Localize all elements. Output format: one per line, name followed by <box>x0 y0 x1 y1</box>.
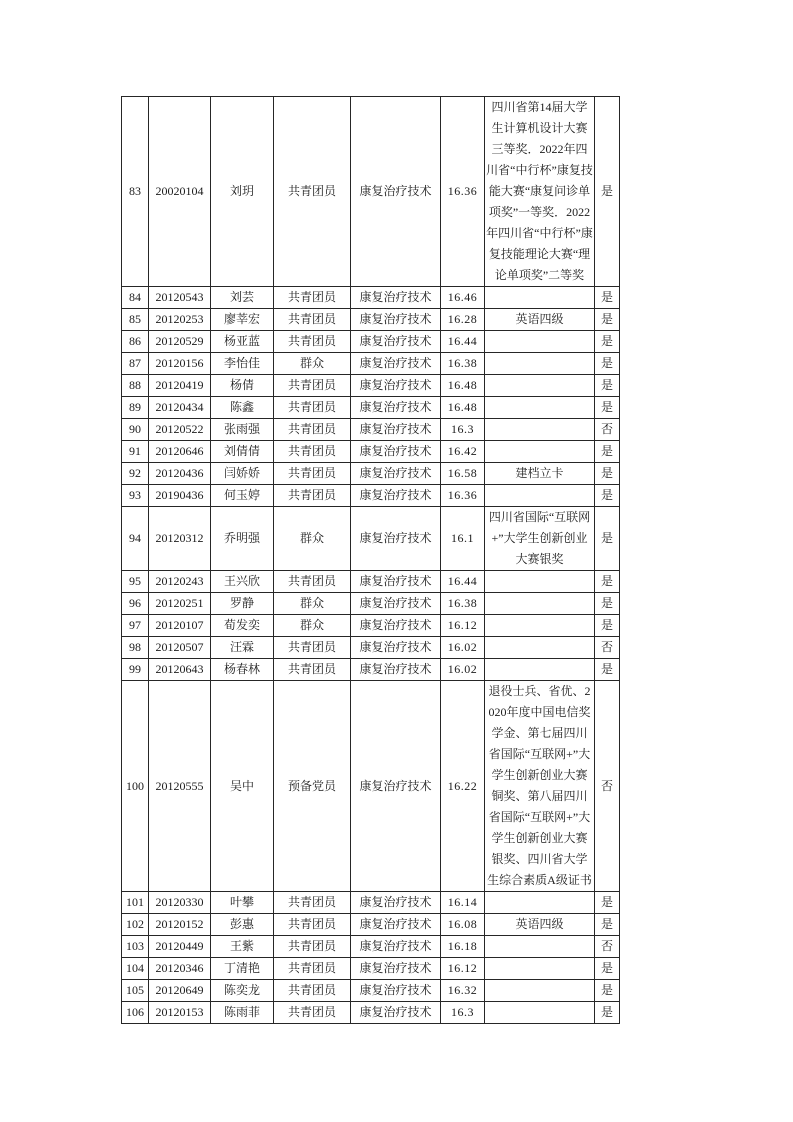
cell-flag: 是 <box>595 571 620 593</box>
cell-major: 康复治疗技术 <box>351 681 441 892</box>
cell-student-id: 20120434 <box>149 397 211 419</box>
cell-awards <box>485 615 595 637</box>
cell-awards <box>485 485 595 507</box>
cell-awards <box>485 353 595 375</box>
cell-score: 16.1 <box>441 507 485 571</box>
cell-political-status: 群众 <box>274 507 351 571</box>
cell-student-name: 廖莘宏 <box>211 309 274 331</box>
cell-row-number: 103 <box>122 936 149 958</box>
cell-student-name: 汪霖 <box>211 637 274 659</box>
cell-row-number: 100 <box>122 681 149 892</box>
cell-score: 16.46 <box>441 287 485 309</box>
cell-student-name: 刘玥 <box>211 97 274 287</box>
cell-political-status: 共青团员 <box>274 485 351 507</box>
cell-student-name: 陈鑫 <box>211 397 274 419</box>
cell-student-id: 20120243 <box>149 571 211 593</box>
table-row <box>122 659 620 681</box>
cell-score: 16.36 <box>441 485 485 507</box>
cell-political-status: 共青团员 <box>274 914 351 936</box>
table-row <box>122 507 620 571</box>
cell-student-id: 20120649 <box>149 980 211 1002</box>
table-row <box>122 892 620 914</box>
cell-major: 康复治疗技术 <box>351 485 441 507</box>
table-row <box>122 309 620 331</box>
cell-flag: 是 <box>595 980 620 1002</box>
cell-political-status: 共青团员 <box>274 375 351 397</box>
cell-row-number: 95 <box>122 571 149 593</box>
cell-score: 16.22 <box>441 681 485 892</box>
cell-major: 康复治疗技术 <box>351 571 441 593</box>
cell-political-status: 共青团员 <box>274 892 351 914</box>
cell-flag: 是 <box>595 287 620 309</box>
cell-row-number: 88 <box>122 375 149 397</box>
cell-student-name: 王紫 <box>211 936 274 958</box>
cell-major: 康复治疗技术 <box>351 375 441 397</box>
cell-student-name: 王兴欣 <box>211 571 274 593</box>
cell-major: 康复治疗技术 <box>351 309 441 331</box>
cell-major: 康复治疗技术 <box>351 936 441 958</box>
cell-awards <box>485 637 595 659</box>
cell-score: 16.38 <box>441 353 485 375</box>
cell-political-status: 共青团员 <box>274 419 351 441</box>
cell-student-name: 杨倩 <box>211 375 274 397</box>
cell-major: 康复治疗技术 <box>351 97 441 287</box>
cell-awards <box>485 571 595 593</box>
cell-political-status: 共青团员 <box>274 936 351 958</box>
cell-major: 康复治疗技术 <box>351 441 441 463</box>
cell-score: 16.44 <box>441 331 485 353</box>
cell-student-id: 20120522 <box>149 419 211 441</box>
table-body <box>122 97 620 1024</box>
table-row <box>122 615 620 637</box>
cell-awards <box>485 397 595 419</box>
cell-flag: 是 <box>595 353 620 375</box>
cell-major: 康复治疗技术 <box>351 892 441 914</box>
cell-student-id: 20120253 <box>149 309 211 331</box>
table-row <box>122 97 620 287</box>
cell-political-status: 共青团员 <box>274 287 351 309</box>
cell-major: 康复治疗技术 <box>351 463 441 485</box>
cell-awards: 英语四级 <box>485 309 595 331</box>
cell-score: 16.44 <box>441 571 485 593</box>
cell-student-id: 20120346 <box>149 958 211 980</box>
cell-awards <box>485 892 595 914</box>
cell-score: 16.58 <box>441 463 485 485</box>
cell-student-id: 20120419 <box>149 375 211 397</box>
cell-student-id: 20120646 <box>149 441 211 463</box>
cell-flag: 是 <box>595 914 620 936</box>
cell-row-number: 98 <box>122 637 149 659</box>
cell-political-status: 共青团员 <box>274 397 351 419</box>
table-row <box>122 1002 620 1024</box>
cell-student-name: 荀发奕 <box>211 615 274 637</box>
cell-student-id: 20120107 <box>149 615 211 637</box>
cell-political-status: 共青团员 <box>274 97 351 287</box>
cell-major: 康复治疗技术 <box>351 980 441 1002</box>
cell-major: 康复治疗技术 <box>351 331 441 353</box>
cell-student-id: 20120449 <box>149 936 211 958</box>
cell-political-status: 共青团员 <box>274 659 351 681</box>
cell-student-name: 刘倩倩 <box>211 441 274 463</box>
table-row <box>122 681 620 892</box>
cell-score: 16.48 <box>441 375 485 397</box>
cell-major: 康复治疗技术 <box>351 615 441 637</box>
cell-student-name: 丁清艳 <box>211 958 274 980</box>
cell-score: 16.12 <box>441 958 485 980</box>
cell-student-name: 陈奕龙 <box>211 980 274 1002</box>
cell-political-status: 群众 <box>274 353 351 375</box>
cell-flag: 是 <box>595 659 620 681</box>
cell-row-number: 104 <box>122 958 149 980</box>
student-roster-table <box>121 96 620 1024</box>
cell-political-status: 共青团员 <box>274 980 351 1002</box>
cell-awards <box>485 419 595 441</box>
table-row <box>122 419 620 441</box>
cell-score: 16.02 <box>441 637 485 659</box>
cell-major: 康复治疗技术 <box>351 593 441 615</box>
table-row <box>122 287 620 309</box>
cell-major: 康复治疗技术 <box>351 397 441 419</box>
cell-student-name: 陈雨菲 <box>211 1002 274 1024</box>
cell-flag: 否 <box>595 681 620 892</box>
cell-student-id: 20120330 <box>149 892 211 914</box>
table-row <box>122 914 620 936</box>
cell-flag: 是 <box>595 441 620 463</box>
cell-row-number: 86 <box>122 331 149 353</box>
cell-flag: 是 <box>595 331 620 353</box>
cell-student-id: 20120529 <box>149 331 211 353</box>
cell-score: 16.28 <box>441 309 485 331</box>
cell-score: 16.32 <box>441 980 485 1002</box>
cell-student-id: 20120507 <box>149 637 211 659</box>
cell-score: 16.12 <box>441 615 485 637</box>
cell-row-number: 102 <box>122 914 149 936</box>
cell-political-status: 共青团员 <box>274 441 351 463</box>
cell-political-status: 共青团员 <box>274 637 351 659</box>
cell-political-status: 共青团员 <box>274 309 351 331</box>
table-row <box>122 331 620 353</box>
cell-political-status: 共青团员 <box>274 1002 351 1024</box>
cell-student-id: 20120643 <box>149 659 211 681</box>
cell-political-status: 共青团员 <box>274 571 351 593</box>
cell-major: 康复治疗技术 <box>351 353 441 375</box>
cell-flag: 是 <box>595 397 620 419</box>
cell-awards: 英语四级 <box>485 914 595 936</box>
cell-score: 16.02 <box>441 659 485 681</box>
cell-awards: 建档立卡 <box>485 463 595 485</box>
cell-political-status: 群众 <box>274 593 351 615</box>
cell-flag: 是 <box>595 593 620 615</box>
cell-student-name: 刘芸 <box>211 287 274 309</box>
cell-row-number: 106 <box>122 1002 149 1024</box>
cell-political-status: 共青团员 <box>274 463 351 485</box>
cell-row-number: 91 <box>122 441 149 463</box>
cell-score: 16.14 <box>441 892 485 914</box>
cell-flag: 是 <box>595 615 620 637</box>
cell-row-number: 92 <box>122 463 149 485</box>
table-row <box>122 485 620 507</box>
cell-political-status: 预备党员 <box>274 681 351 892</box>
cell-flag: 是 <box>595 507 620 571</box>
table-row <box>122 936 620 958</box>
table-row <box>122 571 620 593</box>
cell-awards <box>485 287 595 309</box>
cell-student-name: 张雨强 <box>211 419 274 441</box>
cell-flag: 是 <box>595 309 620 331</box>
cell-flag: 是 <box>595 958 620 980</box>
cell-row-number: 89 <box>122 397 149 419</box>
table-row <box>122 463 620 485</box>
cell-student-name: 何玉婷 <box>211 485 274 507</box>
cell-row-number: 85 <box>122 309 149 331</box>
cell-student-id: 20120156 <box>149 353 211 375</box>
cell-awards: 四川省国际“互联网+”大学生创新创业大赛银奖 <box>485 507 595 571</box>
cell-row-number: 84 <box>122 287 149 309</box>
cell-flag: 是 <box>595 463 620 485</box>
cell-student-id: 20120543 <box>149 287 211 309</box>
cell-awards <box>485 980 595 1002</box>
cell-flag: 是 <box>595 97 620 287</box>
cell-row-number: 93 <box>122 485 149 507</box>
cell-flag: 否 <box>595 637 620 659</box>
cell-score: 16.42 <box>441 441 485 463</box>
table-row <box>122 980 620 1002</box>
cell-awards <box>485 593 595 615</box>
table-row <box>122 375 620 397</box>
cell-student-name: 吴中 <box>211 681 274 892</box>
cell-student-id: 20120152 <box>149 914 211 936</box>
cell-flag: 是 <box>595 485 620 507</box>
cell-student-id: 20190436 <box>149 485 211 507</box>
cell-student-name: 李怡佳 <box>211 353 274 375</box>
cell-flag: 是 <box>595 1002 620 1024</box>
cell-student-id: 20020104 <box>149 97 211 287</box>
cell-row-number: 97 <box>122 615 149 637</box>
cell-row-number: 94 <box>122 507 149 571</box>
cell-awards <box>485 441 595 463</box>
cell-student-name: 闫娇娇 <box>211 463 274 485</box>
cell-student-name: 杨亚蓝 <box>211 331 274 353</box>
cell-awards <box>485 936 595 958</box>
cell-student-name: 乔明强 <box>211 507 274 571</box>
cell-score: 16.3 <box>441 1002 485 1024</box>
cell-awards: 退役士兵、省优、2020年度中国电信奖学金、第七届四川省国际“互联网+”大学生创新创业大赛铜奖、第八届四川省国际“互联网+”大学生创新创业大赛银奖、四川省大学生综合素质A级证书 <box>485 681 595 892</box>
cell-score: 16.38 <box>441 593 485 615</box>
cell-row-number: 87 <box>122 353 149 375</box>
cell-student-id: 20120251 <box>149 593 211 615</box>
cell-major: 康复治疗技术 <box>351 419 441 441</box>
cell-student-id: 20120153 <box>149 1002 211 1024</box>
cell-major: 康复治疗技术 <box>351 958 441 980</box>
cell-major: 康复治疗技术 <box>351 659 441 681</box>
cell-student-name: 罗静 <box>211 593 274 615</box>
table-row <box>122 397 620 419</box>
cell-political-status: 群众 <box>274 615 351 637</box>
cell-score: 16.18 <box>441 936 485 958</box>
cell-major: 康复治疗技术 <box>351 914 441 936</box>
cell-row-number: 101 <box>122 892 149 914</box>
cell-political-status: 共青团员 <box>274 958 351 980</box>
cell-student-id: 20120436 <box>149 463 211 485</box>
cell-student-name: 叶攀 <box>211 892 274 914</box>
table-row <box>122 353 620 375</box>
cell-score: 16.48 <box>441 397 485 419</box>
cell-row-number: 96 <box>122 593 149 615</box>
cell-score: 16.36 <box>441 97 485 287</box>
cell-row-number: 90 <box>122 419 149 441</box>
table-row <box>122 958 620 980</box>
cell-row-number: 105 <box>122 980 149 1002</box>
table-row <box>122 637 620 659</box>
cell-major: 康复治疗技术 <box>351 637 441 659</box>
cell-student-name: 杨春林 <box>211 659 274 681</box>
cell-awards <box>485 331 595 353</box>
cell-flag: 否 <box>595 419 620 441</box>
cell-student-id: 20120312 <box>149 507 211 571</box>
cell-major: 康复治疗技术 <box>351 507 441 571</box>
cell-major: 康复治疗技术 <box>351 287 441 309</box>
table-row <box>122 593 620 615</box>
cell-score: 16.08 <box>441 914 485 936</box>
cell-row-number: 83 <box>122 97 149 287</box>
cell-awards <box>485 1002 595 1024</box>
cell-flag: 否 <box>595 936 620 958</box>
cell-major: 康复治疗技术 <box>351 1002 441 1024</box>
cell-political-status: 共青团员 <box>274 331 351 353</box>
cell-awards <box>485 659 595 681</box>
cell-awards: 四川省第14届大学生计算机设计大赛三等奖．2022年四川省“中行杯”康复技能大赛“康复问诊单项奖”一等奖．2022年四川省“中行杯”康复技能理论大赛“理论单项奖”二等奖 <box>485 97 595 287</box>
cell-flag: 是 <box>595 375 620 397</box>
cell-awards <box>485 375 595 397</box>
cell-score: 16.3 <box>441 419 485 441</box>
table-row <box>122 441 620 463</box>
cell-flag: 是 <box>595 892 620 914</box>
cell-student-name: 彭惠 <box>211 914 274 936</box>
cell-awards <box>485 958 595 980</box>
cell-row-number: 99 <box>122 659 149 681</box>
cell-student-id: 20120555 <box>149 681 211 892</box>
